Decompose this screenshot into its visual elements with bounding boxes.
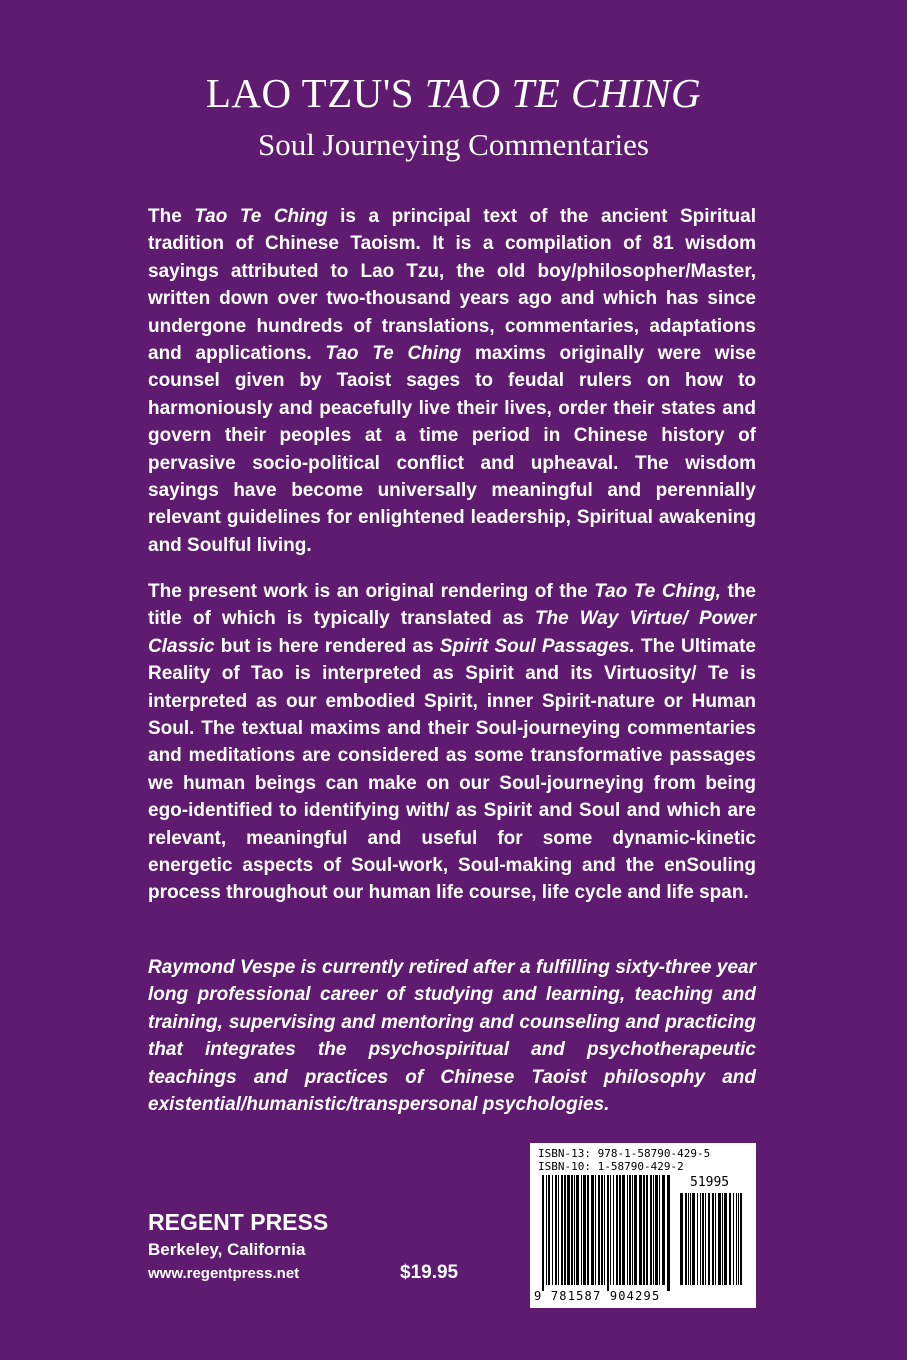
barcode-addon-bar xyxy=(724,1193,727,1285)
p1-italic-title-2: Tao Te Ching xyxy=(325,343,462,365)
title-prefix: LAO TZU'S xyxy=(205,70,425,116)
barcode-bar xyxy=(564,1175,566,1285)
p1-text-2: is a principal text of the ancient Spiritual tradition of Chinese Taoism. It is a compilation of 81 wisdom sayings attributed to Lao Tzu, the old boy/philosopher/Master, written down over two-thousand years ago and which has since undergone hundreds of translations, commentaries, adaptations and applications. xyxy=(148,206,757,365)
barcode-bar xyxy=(659,1175,660,1285)
p2-italic-2: The Way Virtue/ Power Classic xyxy=(148,608,757,657)
p2-text-4: The Ultimate Reality of Tao is interpreted as Spirit and its Virtuosity/ Te is interpreted as our embodied Spirit, inner Spirit-nature or Human Soul. The textual maxims and their Soul-journeying commentaries and meditations are considered as some transformative passages we human beings can make on our Soul-journeying from being ego-identified to identifying with/ as Spirit and Soul and which are relevant, meaningful and useful for some dynamic-kinetic energetic aspects of Soul-work, Soul-making and the enSouling process throughout our human life course, life cycle and life span. xyxy=(148,635,756,904)
barcode-addon-bar xyxy=(690,1193,691,1285)
title-italic: TAO TE CHING xyxy=(424,70,702,116)
barcode-addon-bar xyxy=(702,1193,704,1285)
barcode-addon-bar xyxy=(712,1193,714,1285)
barcode-bar xyxy=(662,1175,665,1285)
isbn-13: ISBN-13: 978-1-58790-429-5 xyxy=(538,1147,711,1160)
barcode-bar xyxy=(655,1175,658,1285)
barcode-bar xyxy=(574,1175,575,1285)
barcode-addon-bar xyxy=(736,1193,737,1285)
description-paragraph-1 xyxy=(148,203,756,559)
barcode-bar xyxy=(629,1175,631,1285)
barcode-bar xyxy=(627,1175,628,1285)
p2-text-2: the title of which is typically translated as xyxy=(148,581,757,630)
barcode-bar xyxy=(552,1175,553,1285)
barcode-addon-bar xyxy=(722,1193,723,1285)
ean-digits: 9 781587 904295 xyxy=(534,1289,661,1303)
barcode-bar xyxy=(567,1175,570,1285)
barcode-bar xyxy=(591,1175,594,1285)
barcode-bar xyxy=(619,1175,621,1285)
barcode-bar xyxy=(639,1175,642,1285)
p2-text-3: but is here rendered as xyxy=(214,635,440,657)
barcode-bar xyxy=(548,1175,550,1285)
publisher-website: www.regentpress.net xyxy=(148,1265,300,1282)
price: $19.95 xyxy=(400,1262,459,1283)
barcode-addon-bar xyxy=(738,1193,739,1285)
description-paragraph-2 xyxy=(148,578,756,907)
isbn-10: ISBN-10: 1-58790-429-2 xyxy=(538,1160,684,1173)
barcode-price-code: 51995 xyxy=(690,1175,730,1190)
author-bio: Raymond Vespe is currently retired after a fulfilling sixty-three year long professional career of studying and learning, teaching and training, supervising and mentoring and counseling and practicing that integrates the psychospiritual and psychotherapeutic teachings and practices of Chinese Taoist philosophy and existential/humanistic/transpersonal psychologies. xyxy=(148,957,756,1116)
barcode-addon-bar xyxy=(708,1193,710,1285)
barcode-bar xyxy=(561,1175,563,1285)
barcode-addon-bar xyxy=(700,1193,701,1285)
barcode-bar xyxy=(643,1175,645,1285)
publisher-name: REGENT PRESS xyxy=(148,1209,329,1235)
barcode-addon-bar xyxy=(692,1193,695,1285)
barcode-bar xyxy=(595,1175,596,1285)
p1-italic-title-1: Tao Te Ching xyxy=(194,206,328,227)
barcode-addon-bar xyxy=(715,1193,716,1285)
barcode-bar xyxy=(558,1175,559,1285)
barcode-addon-bar xyxy=(680,1193,683,1285)
barcode-bar xyxy=(616,1175,618,1285)
barcode-bar xyxy=(555,1175,557,1285)
book-subtitle: Soul Journeying Commentaries xyxy=(258,127,649,162)
book-title xyxy=(0,68,907,118)
barcode-bar xyxy=(622,1175,625,1285)
barcode-addon-bar xyxy=(688,1193,689,1285)
barcode-bar xyxy=(598,1175,600,1285)
barcode-addon-bar xyxy=(705,1193,706,1285)
barcode-addon-bar xyxy=(718,1193,721,1285)
barcode-bar xyxy=(607,1175,609,1291)
barcode-bar xyxy=(667,1175,670,1291)
barcode-box xyxy=(530,1143,756,1308)
barcode-addon-bar xyxy=(697,1193,698,1285)
barcode-bar xyxy=(610,1175,611,1285)
barcode-bar xyxy=(634,1175,637,1285)
barcode-bar xyxy=(601,1175,603,1285)
barcode-bar xyxy=(576,1175,579,1285)
barcode-bar xyxy=(650,1175,652,1285)
barcode-bar xyxy=(646,1175,648,1285)
barcode-addon-bar xyxy=(685,1193,687,1285)
barcode-bar xyxy=(583,1175,586,1285)
barcode-bar xyxy=(542,1175,544,1291)
p2-italic-3: Spirit Soul Passages. xyxy=(439,635,635,657)
barcode-bar xyxy=(571,1175,573,1285)
barcode-bar xyxy=(581,1175,582,1285)
barcode-addon-bar xyxy=(729,1193,731,1285)
barcode-bar xyxy=(587,1175,589,1285)
publisher-city: Berkeley, California xyxy=(148,1240,306,1259)
barcode-bar xyxy=(613,1175,614,1285)
p1-text-1: The xyxy=(148,206,195,227)
p2-text-1: The present work is an original rendering of the xyxy=(148,581,595,602)
barcode-bar xyxy=(632,1175,633,1285)
barcode-addon-bar xyxy=(733,1193,734,1285)
barcode-addon-bar xyxy=(740,1193,742,1285)
p2-italic-1: Tao Te Ching, xyxy=(594,581,721,602)
barcode-bar xyxy=(546,1175,547,1285)
barcode-bar xyxy=(653,1175,654,1285)
p1-text-3: maxims originally were wise counsel given by Taoist sages to feudal rulers on how to harmoniously and peacefully live their lives, order their states and govern their peoples at a time period in Chinese history of pervasive socio-political conflict and upheaval. The wisdom sayings have become universally meaningful and perennially relevant guidelines for enlightened leadership, Spiritual awakening and Soulful living. xyxy=(148,343,756,556)
barcode-bar xyxy=(604,1175,605,1285)
